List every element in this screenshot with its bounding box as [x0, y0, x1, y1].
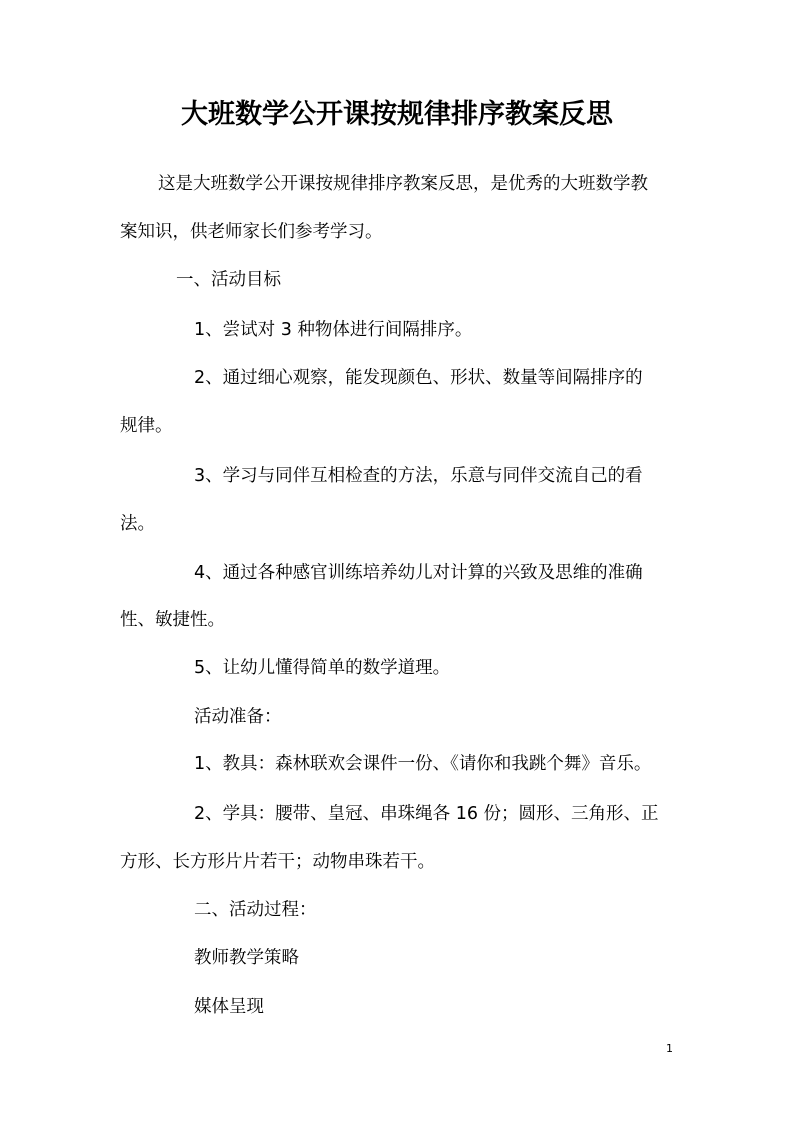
page-number: 1 — [666, 1042, 673, 1055]
list-item: 5、让幼儿懂得简单的数学道理。 — [194, 658, 451, 678]
section-heading: 一、活动目标 — [176, 270, 281, 290]
list-item: 2、学具：腰带、皇冠、串珠绳各 16 份；圆形、三角形、正 — [194, 804, 659, 824]
document-title: 大班数学公开课按规律排序教案反思 — [181, 99, 613, 130]
list-item-continuation: 规律。 — [120, 416, 173, 436]
list-item: 4、通过各种感官训练培养幼儿对计算的兴致及思维的准确 — [194, 563, 643, 583]
list-item-continuation: 性、敏捷性。 — [120, 610, 225, 630]
list-item: 1、教具：森林联欢会课件一份、《请你和我跳个舞》音乐。 — [194, 754, 652, 774]
paragraph-line: 媒体呈现 — [194, 997, 264, 1017]
paragraph-line: 教师教学策略 — [194, 948, 299, 968]
list-item-continuation: 法。 — [120, 514, 155, 534]
list-item: 1、尝试对 3 种物体进行间隔排序。 — [194, 320, 473, 340]
section-heading: 二、活动过程： — [194, 900, 317, 920]
paragraph-line: 案知识，供老师家长们参考学习。 — [120, 222, 383, 242]
section-heading: 活动准备： — [194, 707, 282, 727]
list-item-continuation: 方形、长方形片片若干；动物串珠若干。 — [120, 852, 435, 872]
list-item: 3、学习与同伴互相检查的方法，乐意与同伴交流自己的看 — [194, 466, 643, 486]
paragraph-line: 这是大班数学公开课按规律排序教案反思，是优秀的大班数学教 — [158, 174, 648, 194]
list-item: 2、通过细心观察，能发现颜色、形状、数量等间隔排序的 — [194, 368, 643, 388]
